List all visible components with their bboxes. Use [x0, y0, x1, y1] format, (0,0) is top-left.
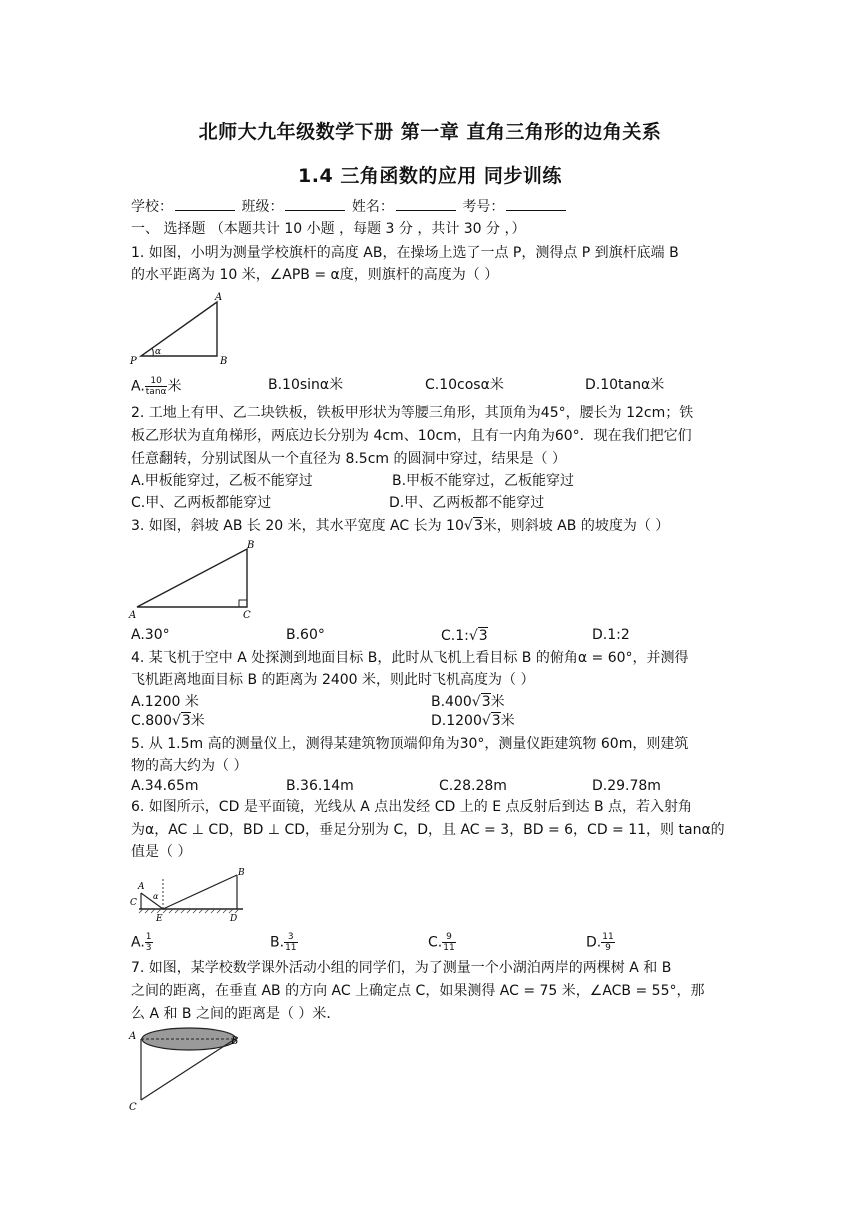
q1-option-c[interactable]: C.10cosα米	[425, 377, 504, 393]
q1-label-a: A	[215, 292, 223, 303]
q2-stem-line2: 板乙形状为直角梯形，两底边长分别为 4cm、10cm，且有一内角为60°．现在我们把它们	[131, 428, 692, 444]
q7-stem-line2: 之间的距离，在垂直 AB 的方向 AC 上确定点 C，如果测得 AC = 75 米，∠ACB = 55°，那	[131, 983, 705, 999]
q7-stem-line1: 7. 如图，某学校数学课外活动小组的同学们，为了测量一个小湖泊两岸的两棵树 A 和 B	[131, 960, 672, 976]
q1-option-b[interactable]: B.10sinα米	[268, 377, 344, 393]
q3-figure	[127, 539, 262, 621]
q6-figure	[127, 865, 252, 927]
q5-stem-line2: 物的高大约为（ ）	[131, 758, 248, 774]
q1-label-alpha: α	[155, 347, 162, 357]
q6-option-d[interactable]: D. $\frac{11}{9}$	[586, 932, 614, 953]
school-blank	[175, 197, 235, 211]
q6-label-e: E	[156, 914, 163, 924]
q3-label-a: A	[129, 610, 137, 621]
q4-stem-line1: 4. 某飞机于空中 A 处探测到地面目标 B，此时从飞机上看目标 B 的俯角α = 60°，并测得	[131, 650, 689, 666]
q3-option-c[interactable]: C.1:√3	[441, 628, 488, 644]
q5-option-b[interactable]: B.36.14m	[286, 778, 354, 794]
q2-option-d[interactable]: D.甲、乙两板都不能穿过	[389, 495, 545, 511]
q6-stem-line2: 为α，AC ⊥ CD，BD ⊥ CD，垂足分别为 C，D，且 AC = 3，BD = 6，CD = 11，则 tanα的	[131, 822, 725, 838]
q1-stem-line2: 的水平距离为 10 米，∠APB = α度，则旗杆的高度为（ ）	[131, 267, 499, 283]
q1-label-p: P	[130, 356, 137, 367]
name-label: 姓名：	[351, 199, 394, 215]
q1-option-a-numerator: 10	[145, 376, 168, 387]
worksheet-title: 北师大九年级数学下册 第一章 直角三角形的边角关系	[198, 121, 662, 143]
q7-label-b: B	[231, 1036, 239, 1047]
q4-option-d[interactable]: D.1200√3米	[431, 713, 515, 729]
q7-stem-line3: 么 A 和 B 之间的距离是（ ）米．	[131, 1006, 341, 1022]
q1-stem-line1: 1. 如图，小明为测量学校旗杆的高度 AB，在操场上选了一点 P，测得点 P 到旗杆底端 B	[131, 245, 679, 261]
section-heading: 一、 选择题 （本题共计 10 小题 ，每题 3 分 ，共计 30 分 ，）	[131, 221, 526, 237]
q5-stem-line1: 5. 从 1.5m 高的测量仪上，测得某建筑物顶端仰角为30°，测量仪距建筑物 60m，则建筑	[131, 736, 689, 752]
q7-figure	[127, 1026, 247, 1114]
q3-option-b[interactable]: B.60°	[286, 627, 325, 643]
q6-label-alpha: α	[153, 892, 159, 901]
q3-option-a[interactable]: A.30°	[131, 627, 170, 643]
q6-option-a[interactable]: A. $\frac{1}{3}$	[131, 932, 152, 953]
q1-label-b: B	[220, 356, 228, 367]
q4-option-b[interactable]: B.400√3米	[431, 694, 505, 710]
q1-figure	[129, 290, 239, 368]
student-info-row	[131, 197, 568, 216]
q2-option-b[interactable]: B.甲板不能穿过，乙板能穿过	[392, 473, 575, 489]
q6-label-b: B	[238, 868, 245, 878]
q2-stem-line3: 任意翻转，分别试图从一个直径为 8.5cm 的圆洞中穿过，结果是（ ）	[131, 451, 566, 467]
q5-option-d[interactable]: D.29.78m	[592, 778, 661, 794]
q2-stem-line1: 2. 工地上有甲、乙二块铁板，铁板甲形状为等腰三角形，其顶角为45°，腰长为 12cm；铁	[131, 405, 694, 421]
q6-stem-line3: 值是（ ）	[131, 844, 192, 860]
q1-option-d[interactable]: D.10tanα米	[585, 377, 665, 393]
exam-number-blank	[506, 197, 566, 211]
q3-stem-line1: 3. 如图，斜坡 AB 长 20 米，其水平宽度 AC 长为 10√3米，则斜坡 AB 的坡度为（ ）	[131, 518, 670, 534]
q5-option-c[interactable]: C.28.28m	[439, 778, 507, 794]
q3-option-d[interactable]: D.1:2	[592, 627, 630, 643]
q2-option-c[interactable]: C.甲、乙两板都能穿过	[131, 495, 272, 511]
q3-label-c: C	[243, 610, 251, 621]
q7-label-c: C	[129, 1102, 137, 1113]
q4-option-a[interactable]: A.1200 米	[131, 694, 199, 710]
q3-label-b: B	[247, 540, 255, 551]
q5-option-a[interactable]: A.34.65m	[131, 778, 199, 794]
school-label: 学校：	[131, 199, 173, 215]
q6-label-d: D	[230, 914, 238, 924]
q6-label-c: C	[130, 898, 137, 908]
q6-option-c[interactable]: C. $\frac{9}{11}$	[428, 932, 455, 953]
q6-label-a: A	[138, 882, 145, 892]
q4-stem-line2: 飞机距离地面目标 B 的距离为 2400 米，则此时飞机高度为（ ）	[131, 672, 535, 688]
name-blank	[396, 197, 456, 211]
q7-label-a: A	[129, 1031, 137, 1042]
q2-option-a[interactable]: A.甲板能穿过，乙板不能穿过	[131, 473, 313, 489]
exam-number-label: 考号：	[462, 199, 505, 215]
q1-option-a[interactable]: A. $\frac{10}{\tan\alpha}$ 米	[131, 376, 182, 397]
class-label: 班级：	[241, 199, 284, 215]
worksheet-subtitle: 1.4 三角函数的应用 同步训练	[298, 165, 562, 187]
class-blank	[285, 197, 345, 211]
q1-option-a-denominator: tanα	[145, 387, 167, 397]
q4-option-c[interactable]: C.800√3米	[131, 713, 205, 729]
q6-option-b[interactable]: B. $\frac{3}{11}$	[270, 932, 297, 953]
q6-stem-line1: 6. 如图所示，CD 是平面镜，光线从 A 点出发经 CD 上的 E 点反射后到达 B 点，若入射角	[131, 799, 692, 815]
